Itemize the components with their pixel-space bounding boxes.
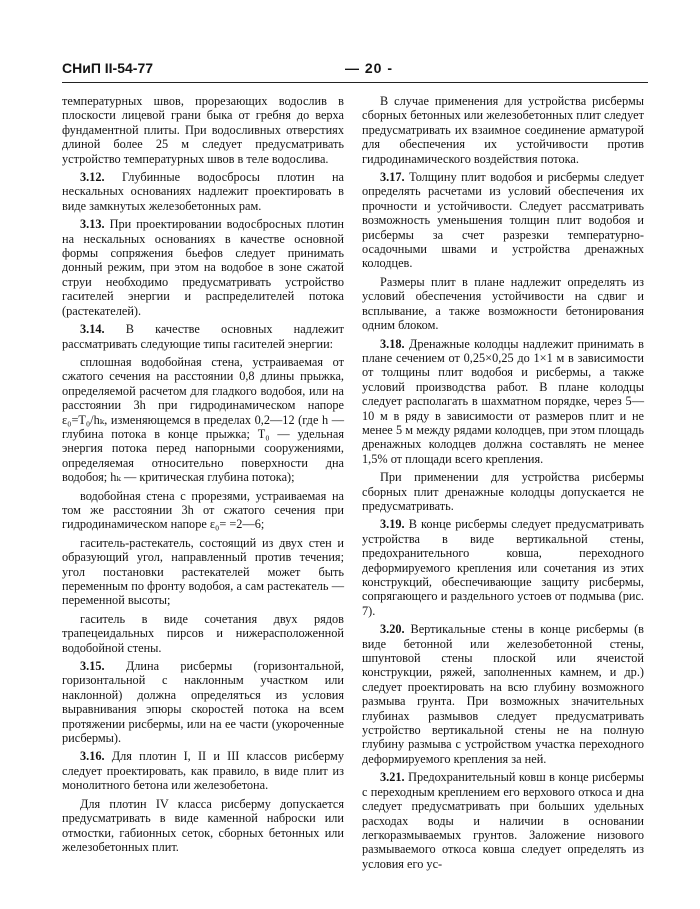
document-code: СНиП II-54-77 [62,60,154,76]
page-header [62,58,648,80]
section-number: 3.21. [380,770,405,785]
section-number: 3.12. [80,170,105,185]
list-item: гаситель-растекатель, состоящий из двух стен и образующий угол, направленный против течения; угол постановки растекателей может быть переменным по фронту водобоя, а сам растекатель — переменной высоты; [62,535,344,608]
section-number: 3.19. [380,517,405,532]
list-item: водобойная стена с прорезями, устраиваемая на том же расстоянии 3h от сжатого сечения при гидродинамическом напоре ε₀= =2—6; [62,488,344,532]
paragraph-3-14: 3.14. В качестве основных надлежит рассматривать следующие типы гасителей энергии: [62,322,344,351]
section-number: 3.14. [80,322,105,337]
section-number: 3.20. [380,622,405,637]
paragraph-3-21: 3.21. Предохранительный ковш в конце рисбермы с переходным креплением его верхового откоса и дна следует предусматривать при больших удельных расходах воды и наличии в основании легкоразмываемых грунтов. Заложение низового размываемого откоса ковша следует определять из условия его ус- [362,770,644,871]
section-number: 3.18. [380,336,405,351]
paragraph-3-15: 3.15. Длина рисбермы (горизонтальной, горизонтальной с наклонным участком или наклонной) должна определяться из условия выравнивания эпюры скоростей потока на всем протяжении рисбермы, или на ее части (укороченные рисбермы). [62,659,344,746]
paragraph-3-13: 3.13. При проектировании водосбросных плотин на нескальных основаниях в качестве основной формы сопряжения бьефов следует принимать донный режим, при этом на водобое в зоне сжатой струи необходимо предусматривать устройство гасителей энергии и распределителей потока (растекателей). [62,217,344,318]
section-number: 3.16. [80,749,105,764]
paragraph-3-12: 3.12. Глубинные водосбросы плотин на нескальных основаниях надлежит проектировать в виде замкнутых железобетонных рам. [62,170,344,213]
paragraph-3-17: 3.17. Толщину плит водобоя и рисбермы следует определять расчетами из условий обеспечения их прочности и устойчивости. Следует рассматривать возможность уменьшения толщин плит водобоя и рисбермы за счет разрезки температурно-осадочными швами и устройства дренажных колодцев. [362,170,644,271]
paragraph: Для плотин IV класса рисберму допускается предусматривать в виде каменной наброски или отмостки, габионных сеток, сборных бетонных или железобетонных плит. [62,796,344,854]
header-divider [62,82,648,83]
section-number: 3.15. [80,659,105,674]
right-column [362,94,644,875]
paragraph: При применении для устройства рисбермы сборных плит дренажные колодцы допускается не предусматривать. [362,470,644,513]
paragraph-3-16: 3.16. Для плотин I, II и III классов рисберму следует проектировать, как правило, в виде плит из монолитного бетона или железобетона. [62,749,344,793]
paragraph: Размеры плит в плане надлежит определять из условий обеспечения устойчивости на сдвиг и всплывание, а также возможности бетонирования одним блоком. [362,274,644,333]
paragraph-3-19: 3.19. В конце рисбермы следует предусматривать устройства в виде вертикальной стены, предохранительного ковша, переходного деформируемого крепления или сочетания из этих конструкций, обеспечивающие защиту рисбермы, сопрягающего и раздельного устоев от подмыва (рис. 7). [362,517,644,618]
paragraph-3-18: 3.18. Дренажные колодцы надлежит принимать в плане сечением от 0,25×0,25 до 1×1 м в зависимости от толщины плит водобоя и рисбермы, а также условий производства работ. В плане колодцы следует располагать в шахматном порядке, через 5—10 м в ряду в зависимости от размеров плит и не менее 5 м между рядами колодцев, при этом площадь дренажных колодцев должна составлять не менее 1,5% от площади всего крепления. [362,336,644,466]
list-item: сплошная водобойная стена, устраиваемая от сжатого сечения на расстоянии 0,8 длины прыжка, определяемой расчетом для гладкого водобоя, или на расстоянии 3h при гидродинамическом напоре ε₀=T₀/hₖ, изменяющемся в пределах 0,2—12 (где h — глубина потока в конце прыжка; T₀ — удельная энергия потока перед напорными сооружениями, определяемая относительно поверхности дна водобоя; hₖ — критическая глубина потока); [62,354,344,485]
paragraph: В случае применения для устройства рисбермы сборных бетонных или железобетонных плит следует предусматривать их взаимное соединение арматурой для обеспечения их устойчивости против гидродинамического воздействия потока. [362,94,644,166]
paragraph: температурных швов, прорезающих водослив в плоскости лицевой грани быка от гребня до верха фундаментной плиты. При водосливных отверстиях длиной более 25 м следует предусматривать устройство температурных швов в теле водослива. [62,94,344,166]
left-column [62,94,344,858]
paragraph-3-20: 3.20. Вертикальные стены в конце рисбермы (в виде бетонной или железобетонной стены, шпунтовой стены плоской или ячеистой конструкции, ряжей, заполненных камнем, и др.) следует проектировать на всю глубину возможного размыва грунта. При возможных значительных глубинах размывов следует предусматривать устройство вертикальной стены не на полную глубину размыва с устройством участка переходного деформируемого крепления за ней. [362,622,644,766]
page-number: — 20 - [345,60,394,76]
section-number: 3.17. [380,170,405,185]
section-number: 3.13. [80,217,105,232]
list-item: гаситель в виде сочетания двух рядов трапецеидальных пирсов и нижерасположенной водобойной стены. [62,611,344,655]
